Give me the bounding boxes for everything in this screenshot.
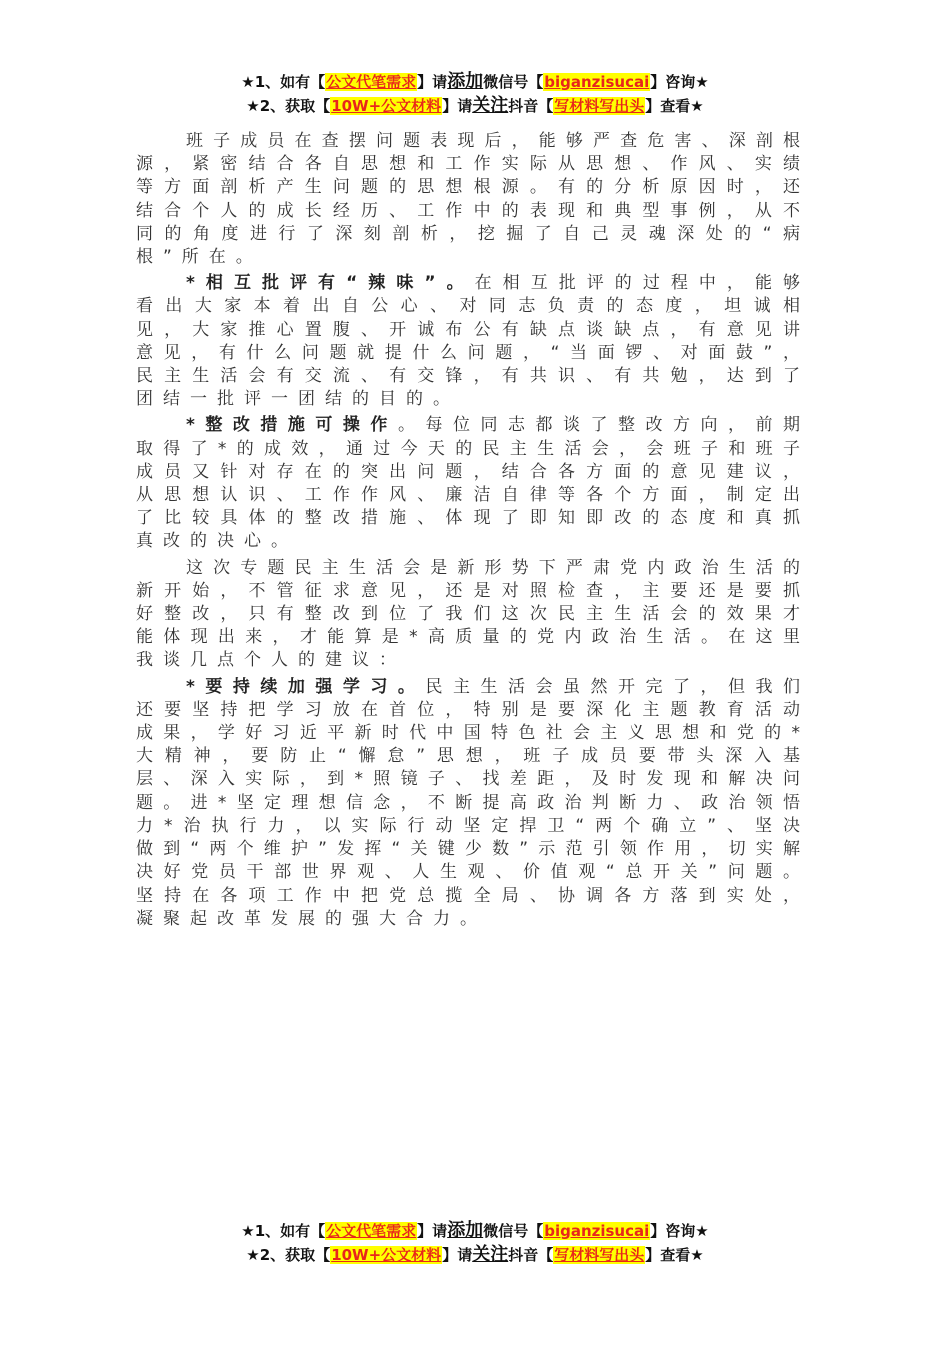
banner-text: 】咨询★ [650, 73, 709, 91]
banner-emphasis: 添加 [447, 71, 484, 92]
banner-emphasis: 添加 [447, 1220, 484, 1241]
banner-text: 】请 [442, 97, 473, 115]
banner-highlight-wechat: biganzisucai [544, 73, 650, 91]
banner-highlight-service: 公文代笔需求 [326, 1222, 417, 1240]
banner-highlight-service: 公文代笔需求 [326, 73, 417, 91]
document-body [136, 130, 810, 934]
banner-text: 】查看★ [645, 1246, 704, 1264]
banner-text: 抖音【 [508, 1246, 554, 1264]
banner-highlight-wechat: biganzisucai [544, 1222, 650, 1240]
banner-text: ★2、获取【 [246, 1246, 331, 1264]
banner-text: 】请 [417, 1222, 448, 1240]
banner-line-2 [0, 94, 950, 118]
top-banner [0, 70, 950, 118]
banner-text: 微信号【 [483, 73, 544, 91]
banner-text: 微信号【 [483, 1222, 544, 1240]
banner-highlight-materials: 10W+公文材料 [331, 1246, 442, 1264]
paragraph-2-heading: *相互批评有“辣味”。 [186, 273, 475, 294]
banner-highlight-douyin: 写材料写出头 [554, 1246, 645, 1264]
banner-highlight-douyin: 写材料写出头 [554, 97, 645, 115]
banner-line-1 [0, 1219, 950, 1243]
banner-text: ★2、获取【 [246, 97, 331, 115]
banner-text: ★1、如有【 [241, 1222, 326, 1240]
paragraph-5-text: 民主生活会虽然开完了，但我们还要坚持把学习放在首位，特别是要深化主题教育活动成果，学好习近平新时代中国特色社会主义思想和党的*大精神，要防止“懈怠”思想，班子成员要带头深入基层、深入实际，到*照镜子、找差距，及时发现和解决问题。进*坚定理想信念，不断提高政治判断力、政治领悟力*治执行力，以实际行动坚定捍卫“两个确立”、坚决做到“两个维护”发挥“关键少数”示范引领作用，切实解决好党员干部世界观、人生观、价值观“总开关”问题。坚持在各项工作中把党总揽全局、协调各方落到实处，凝聚起改革发展的强大合力。 [136, 676, 811, 929]
banner-text: 】咨询★ [650, 1222, 709, 1240]
paragraph-1: 班子成员在查摆问题表现后，能够严查危害、深剖根源，紧密结合各自思想和工作实际从思想、作风、实绩等方面剖析产生问题的思想根源。有的分析原因时，还结合个人的成长经历、工作中的表现和典型事例，从不同的角度进行了深刻剖析，挖掘了自己灵魂深处的“病根”所在。 [136, 131, 810, 268]
paragraph-5 [136, 676, 810, 931]
bottom-banner [0, 1219, 950, 1267]
paragraph-3 [136, 414, 810, 553]
banner-emphasis: 关注 [472, 1244, 509, 1265]
banner-highlight-materials: 10W+公文材料 [331, 97, 442, 115]
banner-text: 】请 [442, 1246, 473, 1264]
paragraph-2 [136, 272, 810, 411]
banner-text: ★1、如有【 [241, 73, 326, 91]
paragraph-5-heading: *要持续加强学习。 [186, 676, 426, 697]
banner-line-2 [0, 1243, 950, 1267]
paragraph-3-text: 。每位同志都谈了整改方向，前期取得了*的成效，通过今天的民主生活会，会班子和班子成员又针对存在的突出问题，结合各方面的意见建议，从思想认识、工作作风、廉洁自律等各个方面，制定出了比较具体的整改措施、体现了即知即改的态度和真抓真改的决心。 [136, 415, 811, 552]
banner-line-1 [0, 70, 950, 94]
banner-text: 】查看★ [645, 97, 704, 115]
banner-text: 抖音【 [508, 97, 554, 115]
paragraph-3-heading: *整改措施可操作 [186, 415, 398, 436]
paragraph-4: 这次专题民主生活会是新形势下严肃党内政治生活的新开始，不管征求意见，还是对照检查，主要还是要抓好整改，只有整改到位了我们这次民主生活会的效果才能体现出来，才能算是*高质量的党内政治生活。在这里我谈几点个人的建议： [136, 557, 810, 671]
banner-text: 】请 [417, 73, 448, 91]
banner-emphasis: 关注 [472, 95, 509, 116]
paragraph-2-text: 在相互批评的过程中，能够看出大家本着出自公心、对同志负责的态度，坦诚相见，大家推心置腹、开诚布公有缺点谈缺点，有意见讲意见，有什么问题就提什么问题，“当面锣、对面鼓”，民主生活会有交流、有交锋，有共识、有共勉，达到了团结一批评一团结的目的。 [136, 273, 810, 410]
